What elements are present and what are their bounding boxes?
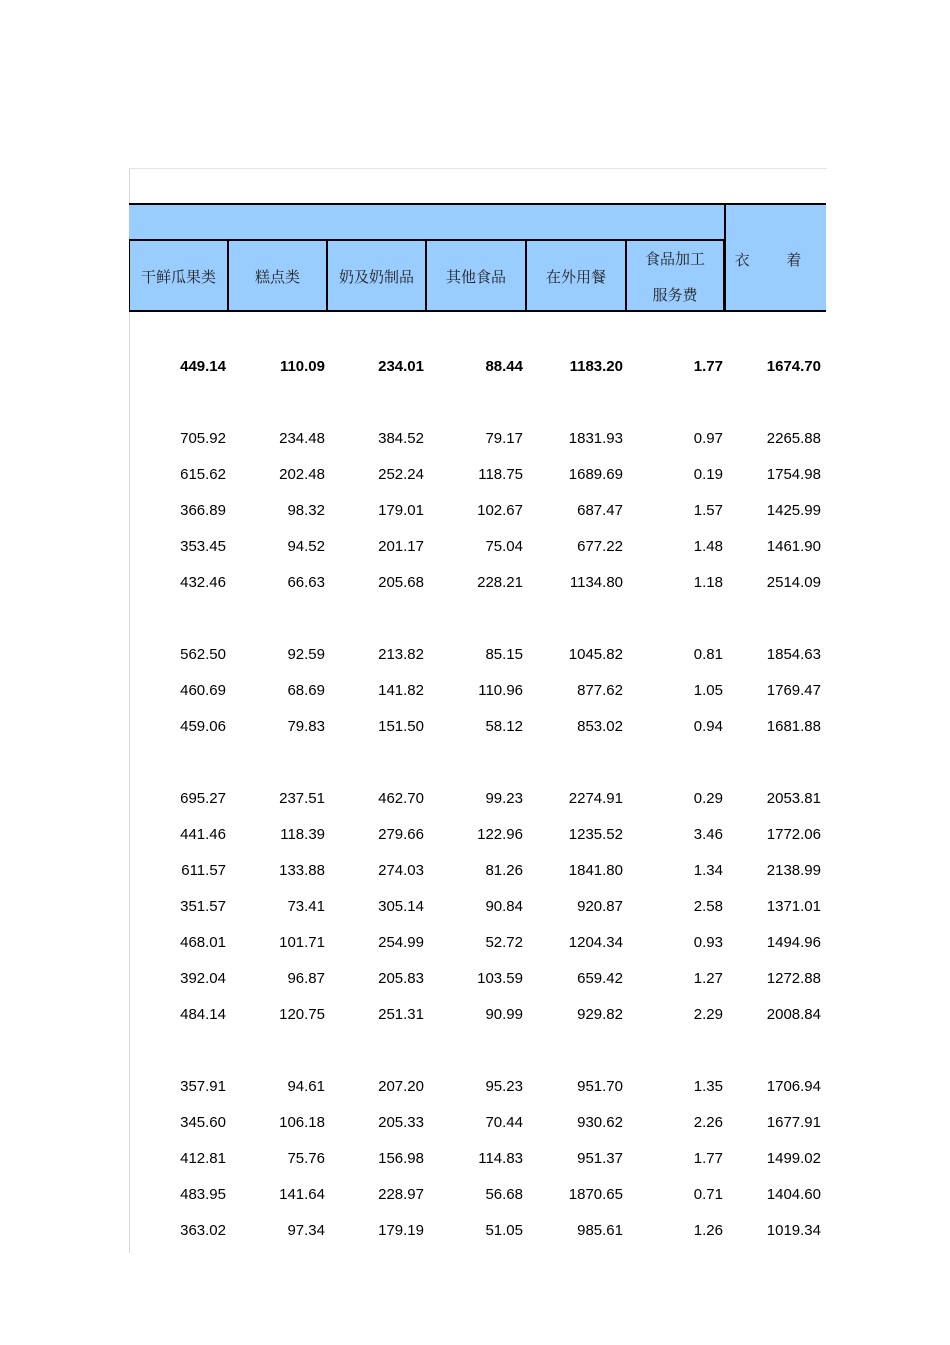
table-row bbox=[129, 637, 826, 673]
cell-clothing[interactable]: 1706.94 bbox=[766, 1078, 821, 1095]
cell-clothing[interactable]: 1019.34 bbox=[766, 1222, 821, 1239]
table-row bbox=[129, 673, 826, 709]
cell-clothing[interactable]: 2008.84 bbox=[766, 1006, 821, 1023]
cell-dairy[interactable]: 179.01 bbox=[378, 502, 424, 519]
cell-clothing[interactable]: 1854.63 bbox=[766, 646, 821, 663]
col-header-label: 糕点类 bbox=[254, 268, 300, 286]
table-row bbox=[129, 817, 826, 853]
cell-dairy[interactable]: 205.33 bbox=[378, 1114, 424, 1131]
cell-dining-out[interactable]: 677.22 bbox=[577, 538, 623, 555]
cell-other-food[interactable]: 85.15 bbox=[485, 646, 523, 663]
cell-pastries[interactable]: 202.48 bbox=[279, 466, 325, 483]
cell-dining-out[interactable]: 877.62 bbox=[577, 682, 623, 699]
cell-dairy[interactable]: 254.99 bbox=[378, 934, 424, 951]
cell-dairy[interactable]: 274.03 bbox=[378, 862, 424, 879]
cell-other-food[interactable]: 118.75 bbox=[478, 466, 523, 483]
cell-food-processing[interactable]: 1.18 bbox=[693, 574, 723, 591]
cell-dining-out[interactable]: 985.61 bbox=[577, 1222, 623, 1239]
cell-clothing[interactable]: 1772.06 bbox=[766, 826, 821, 843]
cell-dining-out[interactable]: 659.42 bbox=[577, 970, 623, 987]
table-row bbox=[129, 709, 826, 745]
cell-clothing[interactable]: 1404.60 bbox=[766, 1186, 821, 1203]
table-row bbox=[129, 889, 826, 925]
cell-dining-out[interactable]: 1831.93 bbox=[568, 430, 623, 447]
col-header-label-line2: 服务费 bbox=[652, 285, 698, 304]
cell-dining-out[interactable]: 929.82 bbox=[577, 1006, 623, 1023]
table-row bbox=[129, 529, 826, 565]
table-row bbox=[129, 493, 826, 529]
cell-dining-out[interactable]: 1183.20 bbox=[569, 358, 623, 375]
col-header-label: 其他食品 bbox=[445, 268, 506, 286]
cell-clothing[interactable]: 1371.01 bbox=[766, 898, 821, 915]
cell-dried-fresh-fruits[interactable]: 705.92 bbox=[180, 430, 226, 447]
table-row bbox=[129, 421, 826, 457]
cell-pastries[interactable]: 94.52 bbox=[287, 538, 325, 555]
cell-dairy[interactable]: 179.19 bbox=[378, 1222, 424, 1239]
cell-clothing[interactable]: 1681.88 bbox=[766, 718, 821, 735]
col-header-label: 奶及奶制品 bbox=[338, 268, 414, 286]
cell-dried-fresh-fruits[interactable]: 432.46 bbox=[180, 574, 226, 591]
cell-other-food[interactable]: 56.68 bbox=[485, 1186, 523, 1203]
cell-dining-out[interactable]: 930.62 bbox=[577, 1114, 623, 1131]
cell-dining-out[interactable]: 951.70 bbox=[577, 1078, 623, 1095]
cell-food-processing[interactable]: 1.26 bbox=[693, 1222, 723, 1239]
cell-pastries[interactable]: 98.32 bbox=[287, 502, 325, 519]
table-row bbox=[129, 1177, 826, 1213]
table-row bbox=[129, 1141, 826, 1177]
cell-dried-fresh-fruits[interactable]: 468.01 bbox=[180, 934, 226, 951]
cell-food-processing[interactable]: 2.26 bbox=[693, 1114, 723, 1131]
cell-other-food[interactable]: 110.96 bbox=[478, 682, 523, 699]
cell-dried-fresh-fruits[interactable]: 615.62 bbox=[180, 466, 226, 483]
cell-other-food[interactable]: 88.44 bbox=[485, 358, 523, 375]
cell-dining-out[interactable]: 1870.65 bbox=[568, 1186, 623, 1203]
cell-food-processing[interactable]: 0.94 bbox=[693, 718, 723, 735]
cell-pastries[interactable]: 97.34 bbox=[287, 1222, 325, 1239]
cell-dairy[interactable]: 205.68 bbox=[378, 574, 424, 591]
cell-clothing[interactable]: 1754.98 bbox=[766, 466, 821, 483]
cell-clothing[interactable]: 2138.99 bbox=[766, 862, 821, 879]
cell-dining-out[interactable]: 920.87 bbox=[577, 898, 623, 915]
cell-dining-out[interactable]: 1134.80 bbox=[569, 574, 623, 591]
cell-dried-fresh-fruits[interactable]: 460.69 bbox=[180, 682, 226, 699]
cell-dairy[interactable]: 384.52 bbox=[378, 430, 424, 447]
cell-pastries[interactable]: 79.83 bbox=[287, 718, 325, 735]
cell-dried-fresh-fruits[interactable]: 353.45 bbox=[180, 538, 226, 555]
cell-other-food[interactable]: 75.04 bbox=[485, 538, 523, 555]
cell-food-processing[interactable]: 1.05 bbox=[693, 682, 723, 699]
cell-clothing[interactable]: 1674.70 bbox=[766, 358, 821, 375]
cell-food-processing[interactable]: 1.48 bbox=[693, 538, 723, 555]
table-row bbox=[129, 1213, 826, 1249]
cell-other-food[interactable]: 103.59 bbox=[477, 970, 523, 987]
cell-dining-out[interactable]: 2274.91 bbox=[568, 790, 623, 807]
cell-food-processing[interactable]: 2.58 bbox=[693, 898, 723, 915]
cell-pastries[interactable]: 133.88 bbox=[279, 862, 325, 879]
cell-food-processing[interactable]: 1.35 bbox=[693, 1078, 723, 1095]
col-header-clothing[interactable] bbox=[724, 203, 826, 312]
cell-dried-fresh-fruits[interactable]: 441.46 bbox=[180, 826, 226, 843]
cell-food-processing[interactable]: 1.57 bbox=[693, 502, 723, 519]
col-header-label: 衣 着 bbox=[734, 251, 818, 269]
cell-food-processing[interactable]: 1.27 bbox=[693, 970, 723, 987]
cell-pastries[interactable]: 141.64 bbox=[279, 1186, 325, 1203]
cell-pastries[interactable]: 96.87 bbox=[287, 970, 325, 987]
cell-dairy[interactable]: 205.83 bbox=[378, 970, 424, 987]
cell-other-food[interactable]: 52.72 bbox=[485, 934, 523, 951]
cell-food-processing[interactable]: 0.97 bbox=[693, 430, 723, 447]
cell-dried-fresh-fruits[interactable]: 484.14 bbox=[180, 1006, 226, 1023]
cell-dairy[interactable]: 213.82 bbox=[378, 646, 424, 663]
cell-dried-fresh-fruits[interactable]: 392.04 bbox=[180, 970, 226, 987]
col-header-dried-fresh-fruits[interactable] bbox=[129, 239, 228, 312]
cell-dairy[interactable]: 305.14 bbox=[378, 898, 424, 915]
cell-dining-out[interactable]: 1204.34 bbox=[568, 934, 623, 951]
cell-food-processing[interactable]: 0.93 bbox=[693, 934, 723, 951]
cell-pastries[interactable]: 101.71 bbox=[279, 934, 325, 951]
cell-dried-fresh-fruits[interactable]: 695.27 bbox=[180, 790, 226, 807]
table-total-row bbox=[129, 349, 826, 385]
cell-clothing[interactable]: 2053.81 bbox=[766, 790, 821, 807]
cell-dried-fresh-fruits[interactable]: 351.57 bbox=[180, 898, 226, 915]
cell-pastries[interactable]: 106.18 bbox=[279, 1114, 325, 1131]
cell-dried-fresh-fruits[interactable]: 483.95 bbox=[180, 1186, 226, 1203]
cell-food-processing[interactable]: 0.29 bbox=[693, 790, 723, 807]
cell-food-processing[interactable]: 2.29 bbox=[693, 1006, 723, 1023]
cell-pastries[interactable]: 68.69 bbox=[287, 682, 325, 699]
table-row bbox=[129, 853, 826, 889]
cell-clothing[interactable]: 1494.96 bbox=[766, 934, 821, 951]
cell-food-processing[interactable]: 0.19 bbox=[693, 466, 723, 483]
cell-dried-fresh-fruits[interactable]: 562.50 bbox=[180, 646, 226, 663]
cell-dairy[interactable]: 234.01 bbox=[378, 358, 424, 375]
table-row bbox=[129, 925, 826, 961]
cell-dried-fresh-fruits[interactable]: 412.81 bbox=[180, 1150, 226, 1167]
cell-clothing[interactable]: 1499.02 bbox=[766, 1150, 821, 1167]
table-row bbox=[129, 997, 826, 1033]
cell-clothing[interactable]: 2265.88 bbox=[766, 430, 821, 447]
cell-other-food[interactable]: 99.23 bbox=[485, 790, 523, 807]
cell-dried-fresh-fruits[interactable]: 611.57 bbox=[181, 862, 226, 879]
cell-food-processing[interactable]: 0.81 bbox=[693, 646, 723, 663]
cell-food-processing[interactable]: 3.46 bbox=[693, 826, 723, 843]
cell-clothing[interactable]: 2514.09 bbox=[766, 574, 821, 591]
col-header-other-food[interactable] bbox=[426, 239, 526, 312]
cell-dried-fresh-fruits[interactable]: 366.89 bbox=[180, 502, 226, 519]
col-header-dairy[interactable] bbox=[327, 239, 426, 312]
cell-dairy[interactable]: 251.31 bbox=[378, 1006, 424, 1023]
cell-pastries[interactable]: 118.39 bbox=[280, 826, 325, 843]
cell-clothing[interactable]: 1677.91 bbox=[766, 1114, 821, 1131]
cell-dining-out[interactable]: 687.47 bbox=[577, 502, 623, 519]
cell-dried-fresh-fruits[interactable]: 459.06 bbox=[180, 718, 226, 735]
cell-other-food[interactable]: 102.67 bbox=[477, 502, 523, 519]
cell-pastries[interactable]: 73.41 bbox=[287, 898, 325, 915]
table-row bbox=[129, 457, 826, 493]
table-row bbox=[129, 1105, 826, 1141]
cell-dining-out[interactable]: 951.37 bbox=[577, 1150, 623, 1167]
cell-pastries[interactable]: 92.59 bbox=[287, 646, 325, 663]
cell-other-food[interactable]: 51.05 bbox=[485, 1222, 523, 1239]
cell-pastries[interactable]: 120.75 bbox=[279, 1006, 325, 1023]
cell-food-processing[interactable]: 1.77 bbox=[693, 358, 723, 375]
cell-dried-fresh-fruits[interactable]: 345.60 bbox=[180, 1114, 226, 1131]
cell-dairy[interactable]: 141.82 bbox=[378, 682, 424, 699]
cell-food-processing[interactable]: 1.77 bbox=[693, 1150, 723, 1167]
col-header-dining-out[interactable] bbox=[526, 239, 626, 312]
cell-pastries[interactable]: 237.51 bbox=[279, 790, 325, 807]
cell-pastries[interactable]: 75.76 bbox=[287, 1150, 325, 1167]
cell-dairy[interactable]: 462.70 bbox=[378, 790, 424, 807]
cell-pastries[interactable]: 234.48 bbox=[279, 430, 325, 447]
cell-dried-fresh-fruits[interactable]: 449.14 bbox=[180, 358, 226, 375]
cell-other-food[interactable]: 90.99 bbox=[485, 1006, 523, 1023]
table-row bbox=[129, 565, 826, 601]
cell-other-food[interactable]: 79.17 bbox=[485, 430, 523, 447]
cell-dried-fresh-fruits[interactable]: 363.02 bbox=[180, 1222, 226, 1239]
cell-pastries[interactable]: 66.63 bbox=[287, 574, 325, 591]
cell-dining-out[interactable]: 1045.82 bbox=[568, 646, 623, 663]
cell-dining-out[interactable]: 853.02 bbox=[577, 718, 623, 735]
cell-other-food[interactable]: 58.12 bbox=[485, 718, 523, 735]
col-header-pastries[interactable] bbox=[228, 239, 327, 312]
cell-other-food[interactable]: 81.26 bbox=[485, 862, 523, 879]
cell-dining-out[interactable]: 1841.80 bbox=[568, 862, 623, 879]
cell-dairy[interactable]: 279.66 bbox=[378, 826, 424, 843]
table-row bbox=[129, 1069, 826, 1105]
cell-clothing[interactable]: 1769.47 bbox=[766, 682, 821, 699]
cell-dried-fresh-fruits[interactable]: 357.91 bbox=[180, 1078, 226, 1095]
cell-other-food[interactable]: 70.44 bbox=[485, 1114, 523, 1131]
col-header-label: 干鲜瓜果类 bbox=[140, 268, 216, 286]
cell-food-processing[interactable]: 1.34 bbox=[693, 862, 723, 879]
cell-pastries[interactable]: 94.61 bbox=[287, 1078, 325, 1095]
cell-other-food[interactable]: 122.96 bbox=[477, 826, 523, 843]
col-header-food-processing[interactable] bbox=[626, 239, 724, 312]
cell-dairy[interactable]: 201.17 bbox=[378, 538, 424, 555]
cell-dining-out[interactable]: 1235.52 bbox=[568, 826, 623, 843]
cell-dining-out[interactable]: 1689.69 bbox=[568, 466, 623, 483]
cell-clothing[interactable]: 1272.88 bbox=[766, 970, 821, 987]
cell-pastries[interactable]: 110.09 bbox=[279, 358, 325, 375]
cell-other-food[interactable]: 228.21 bbox=[477, 574, 523, 591]
cell-dairy[interactable]: 228.97 bbox=[378, 1186, 424, 1203]
cell-clothing[interactable]: 1425.99 bbox=[766, 502, 821, 519]
cell-dairy[interactable]: 207.20 bbox=[378, 1078, 424, 1095]
table-row bbox=[129, 961, 826, 997]
cell-other-food[interactable]: 95.23 bbox=[485, 1078, 523, 1095]
cell-dairy[interactable]: 151.50 bbox=[378, 718, 424, 735]
col-header-label-line1: 食品加工 bbox=[644, 249, 705, 268]
cell-food-processing[interactable]: 0.71 bbox=[693, 1186, 723, 1203]
cell-dairy[interactable]: 156.98 bbox=[378, 1150, 424, 1167]
cell-clothing[interactable]: 1461.90 bbox=[766, 538, 821, 555]
cell-other-food[interactable]: 90.84 bbox=[485, 898, 523, 915]
table-row bbox=[129, 781, 826, 817]
cell-other-food[interactable]: 114.83 bbox=[478, 1150, 523, 1167]
col-header-label: 在外用餐 bbox=[545, 268, 606, 286]
cell-dairy[interactable]: 252.24 bbox=[378, 466, 424, 483]
